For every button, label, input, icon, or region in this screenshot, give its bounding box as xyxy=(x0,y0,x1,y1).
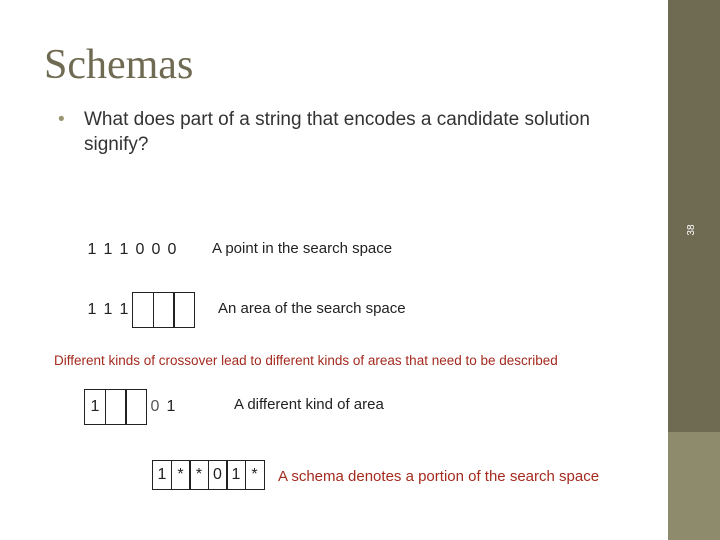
bit-cell: 1 xyxy=(152,460,172,490)
row-3-label: A different kind of area xyxy=(234,396,384,413)
row-2-label: An area of the search space xyxy=(218,300,406,317)
bit-cell: 1 xyxy=(103,241,113,258)
row-4-label: A schema denotes a portion of the search space xyxy=(278,468,600,485)
bit-cell: * xyxy=(189,460,209,490)
bit-cell: 1 xyxy=(87,301,97,318)
page-title: Schemas xyxy=(44,42,194,88)
bit-cell: 0 xyxy=(150,398,160,415)
bit-cell: * xyxy=(245,460,265,490)
bit-cell xyxy=(105,389,127,425)
bit-cell xyxy=(173,292,195,328)
bit-cell: 0 xyxy=(151,241,161,258)
bullet-text: What does part of a string that encodes a candidate solution signify? xyxy=(84,109,590,155)
sidebar-accent-block xyxy=(668,432,720,540)
bit-cell: 1 xyxy=(87,241,97,258)
bitstring-row-2 xyxy=(84,292,195,328)
bit-cell: 1 xyxy=(84,389,106,425)
subheading: Different kinds of crossover lead to different kinds of areas that need to be described xyxy=(54,353,558,368)
bit-cell xyxy=(132,292,154,328)
bit-cell: 0 xyxy=(208,460,228,490)
bit-cell xyxy=(153,292,175,328)
bit-cell: 1 xyxy=(166,398,176,415)
bit-cell: 0 xyxy=(135,241,145,258)
bit-cell: 1 xyxy=(119,301,129,318)
bit-cell: * xyxy=(171,460,191,490)
bit-cell: 0 xyxy=(167,241,177,258)
bullet-dot-icon: • xyxy=(58,109,65,130)
bitstring-row-1 xyxy=(84,232,180,268)
bit-cell: 1 xyxy=(103,301,113,318)
bitstring-row-4 xyxy=(152,460,265,490)
slide-number: 38 xyxy=(686,224,697,236)
bit-cell: 1 xyxy=(226,460,246,490)
bullet-item xyxy=(58,107,648,157)
bit-cell xyxy=(125,389,147,425)
bitstring-row-3 xyxy=(84,389,179,425)
row-1-label: A point in the search space xyxy=(212,240,393,257)
bit-cell: 1 xyxy=(119,241,129,258)
